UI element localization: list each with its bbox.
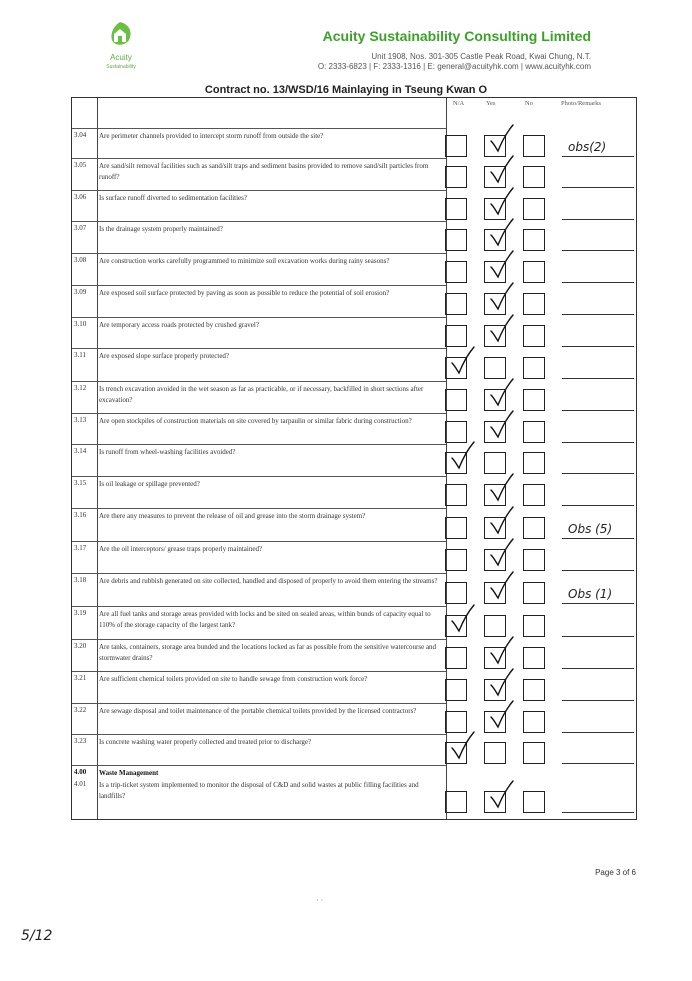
item-number: 3.12 — [74, 384, 87, 392]
checkbox-no[interactable] — [523, 647, 545, 669]
item-number: 3.18 — [74, 576, 87, 584]
checkbox-na[interactable] — [445, 198, 467, 220]
item-number: 3.16 — [74, 511, 87, 519]
item-number: 3.10 — [74, 320, 87, 328]
check-mark-icon — [486, 410, 516, 440]
item-question: Is runoff from wheel-washing facilities avoided? — [99, 448, 236, 456]
remark-line — [562, 700, 634, 701]
remark-line — [562, 378, 634, 379]
checkbox-no[interactable] — [523, 293, 545, 315]
check-mark-icon — [486, 378, 516, 408]
checkbox-no[interactable] — [523, 325, 545, 347]
checkbox-na[interactable] — [445, 421, 467, 443]
check-mark-icon — [486, 636, 516, 666]
item-question: Are the oil interceptors/ grease traps properly maintained? — [99, 545, 263, 553]
remark-line — [562, 505, 634, 506]
remark-line — [562, 812, 634, 813]
checkbox-no[interactable] — [523, 229, 545, 251]
checkbox-na[interactable] — [445, 325, 467, 347]
checkbox-na[interactable] — [445, 293, 467, 315]
col-header-yes: Yes — [486, 100, 496, 107]
check-mark-icon — [486, 668, 516, 698]
item-number: 3.06 — [74, 193, 87, 201]
remark-line — [562, 314, 634, 315]
check-mark-icon — [447, 346, 477, 376]
checkbox-no[interactable] — [523, 679, 545, 701]
stray-mark: · · — [316, 896, 324, 905]
checkbox-na[interactable] — [445, 135, 467, 157]
check-mark-icon — [486, 282, 516, 312]
remark-line — [562, 603, 634, 604]
col-header-remarks: Photo/Remarks — [561, 100, 602, 107]
remark-line — [562, 250, 634, 251]
item-number: 3.07 — [74, 224, 87, 232]
item-question: Are temporary access roads protected by crushed gravel? — [99, 321, 259, 329]
item-question: Is concrete washing water properly collected and treated prior to discharge? — [99, 738, 312, 746]
logo-sub: Sustainability — [106, 64, 136, 70]
item-question: Are exposed slope surface properly protected? — [99, 352, 230, 360]
checklist-row — [72, 778, 446, 820]
checkbox-no[interactable] — [523, 615, 545, 637]
checklist-row — [72, 413, 446, 444]
remark-text: Obs (5) — [568, 522, 613, 536]
company-address — [318, 52, 591, 72]
checkbox-no[interactable] — [523, 742, 545, 764]
remark-line — [562, 668, 634, 669]
remark-text: Obs (1) — [568, 587, 613, 601]
item-question: Is oil leakage or spillage prevented? — [99, 480, 200, 488]
checkbox-na[interactable] — [445, 517, 467, 539]
checkbox-na[interactable] — [445, 166, 467, 188]
remark-line — [562, 763, 634, 764]
checkbox-no[interactable] — [523, 582, 545, 604]
contract-title: Contract no. 13/WSD/16 Mainlaying in Tseung Kwan O — [204, 84, 488, 96]
remark-line — [562, 442, 634, 443]
item-question: Are all fuel tanks and storage areas provided with locks and be sited on sealed areas, within bunds of capacity equal to 110% of the storage capacity of the largest tank? — [99, 610, 431, 629]
item-number: 3.23 — [74, 737, 87, 745]
item-number: 3.11 — [74, 351, 86, 359]
checkbox-no[interactable] — [523, 517, 545, 539]
checkbox-no[interactable] — [523, 791, 545, 813]
remark-line — [562, 282, 634, 283]
checkbox-na[interactable] — [445, 484, 467, 506]
checkbox-yes[interactable] — [484, 615, 506, 637]
check-mark-icon — [447, 604, 477, 634]
checklist-row — [72, 317, 446, 348]
item-number: 3.20 — [74, 642, 87, 650]
check-mark-icon — [486, 780, 516, 810]
checklist-table — [71, 97, 637, 820]
checkbox-no[interactable] — [523, 198, 545, 220]
check-mark-icon — [486, 314, 516, 344]
document-header — [0, 0, 692, 80]
item-question: Are tanks, containers, storage area bunded and the locations locked as far as possible from the sensitive watercourse and stormwater drains? — [99, 643, 437, 662]
check-mark-icon — [486, 155, 516, 185]
item-number: 3.08 — [74, 256, 87, 264]
check-mark-icon — [486, 506, 516, 536]
checkbox-na[interactable] — [445, 791, 467, 813]
checklist-row — [72, 508, 446, 541]
checklist-row — [72, 285, 446, 317]
check-mark-icon — [486, 473, 516, 503]
item-number: 4.01 — [74, 780, 87, 788]
check-mark-icon — [486, 700, 516, 730]
col-header-na: N/A — [453, 100, 465, 107]
checkbox-yes[interactable] — [484, 742, 506, 764]
remark-line — [562, 473, 634, 474]
address-line: Unit 1908, Nos. 301-305 Castle Peak Road, Kwai Chung, N.T. — [371, 52, 591, 61]
leaf-house-icon — [105, 20, 135, 52]
remark-line — [562, 219, 634, 220]
item-question: Are sewage disposal and toilet maintenance of the portable chemical toilets provided by the licensed contractors? — [99, 707, 417, 715]
checkbox-na[interactable] — [445, 229, 467, 251]
checklist-row — [72, 541, 446, 573]
checklist-row — [72, 253, 446, 285]
item-question: Are construction works carefully programmed to minimize soil excavation works during rainy seasons? — [99, 257, 390, 265]
checklist-row — [72, 671, 446, 703]
checklist-row — [72, 348, 446, 381]
contact-line: O: 2333-6823 | F: 2333-1316 | E: general@acuityhk.com | www.acuityhk.com — [317, 62, 591, 71]
company-name: Acuity Sustainability Consulting Limited — [322, 28, 591, 44]
checklist-row — [72, 444, 446, 476]
checkbox-no[interactable] — [523, 711, 545, 733]
remark-line — [562, 156, 634, 157]
checkbox-yes[interactable] — [484, 357, 506, 379]
checklist-row — [72, 573, 446, 606]
item-question: Is a trip-ticket system implemented to monitor the disposal of C&D and solid wastes at public filling facilities and landfills? — [99, 781, 419, 800]
check-mark-icon — [447, 731, 477, 761]
checkbox-no[interactable] — [523, 261, 545, 283]
logo-name: Acuity — [110, 53, 132, 62]
checklist-row — [72, 703, 446, 734]
remark-line — [562, 732, 634, 733]
item-number: 3.15 — [74, 479, 87, 487]
checkbox-no[interactable] — [523, 166, 545, 188]
checkbox-na[interactable] — [445, 389, 467, 411]
checkbox-na[interactable] — [445, 711, 467, 733]
item-question: Are sufficient chemical toilets provided on site to handle sewage from construction work force? — [99, 675, 368, 683]
item-number: 3.13 — [74, 416, 87, 424]
checklist-row — [72, 190, 446, 221]
check-mark-icon — [486, 218, 516, 248]
checkbox-no[interactable] — [523, 484, 545, 506]
remark-line — [562, 570, 634, 571]
item-question: Is surface runoff diverted to sedimentation facilities? — [99, 194, 247, 202]
section-number: 4.00 — [74, 768, 87, 776]
checkbox-na[interactable] — [445, 261, 467, 283]
remark-line — [562, 636, 634, 637]
checkbox-na[interactable] — [445, 679, 467, 701]
item-question: Are exposed soil surface protected by paving as soon as possible to reduce the potential of soil erosion? — [99, 289, 390, 297]
item-question: Are perimeter channels provided to intercept storm runoff from outside the site? — [99, 132, 324, 140]
checkbox-no[interactable] — [523, 421, 545, 443]
check-mark-icon — [486, 187, 516, 217]
check-mark-icon — [486, 571, 516, 601]
remark-line — [562, 187, 634, 188]
item-number: 3.04 — [74, 131, 87, 139]
checklist-row — [72, 128, 446, 158]
item-number: 3.22 — [74, 706, 87, 714]
check-mark-icon — [486, 538, 516, 568]
item-number: 3.19 — [74, 609, 87, 617]
item-number: 3.21 — [74, 674, 87, 682]
checkbox-na[interactable] — [445, 549, 467, 571]
col-header-no: No — [525, 100, 533, 107]
item-question: Are debris and rubbish generated on site collected, handled and disposed of properly to avoid them entering the streams? — [99, 577, 438, 585]
check-mark-icon — [486, 250, 516, 280]
checkbox-na[interactable] — [445, 647, 467, 669]
section-header — [72, 765, 446, 779]
checklist-row — [72, 476, 446, 508]
checkbox-no[interactable] — [523, 135, 545, 157]
item-question: Are there any measures to prevent the release of oil and grease into the storm drainage system? — [99, 512, 366, 520]
item-number: 3.17 — [74, 544, 87, 552]
remark-text: obs(2) — [568, 140, 607, 154]
checklist-row — [72, 221, 446, 253]
checklist-row — [72, 381, 446, 413]
company-logo — [96, 20, 146, 76]
item-number: 3.05 — [74, 161, 87, 169]
handwritten-note: 5/12 — [21, 928, 53, 944]
checkbox-no[interactable] — [523, 549, 545, 571]
checkbox-no[interactable] — [523, 357, 545, 379]
checklist-row — [72, 639, 446, 671]
page-number: Page 3 of 6 — [595, 868, 636, 877]
item-question: Is trench excavation avoided in the wet season as far as practicable, or if necessary, backfilled in short sections after excavation? — [99, 385, 424, 404]
checklist-row — [72, 606, 446, 639]
checkbox-na[interactable] — [445, 582, 467, 604]
section-title: Waste Management — [99, 769, 159, 777]
item-number: 3.14 — [74, 447, 87, 455]
checkbox-no[interactable] — [523, 389, 545, 411]
item-number: 3.09 — [74, 288, 87, 296]
item-question: Are open stockpiles of construction materials on site covered by tarpaulin or similar fabric during construction? — [99, 417, 412, 425]
checklist-row — [72, 158, 446, 190]
item-question: Are sand/silt removal facilities such as sand/silt traps and sediment basins provided to remove sand/silt particles from runoff? — [99, 162, 429, 181]
check-mark-icon — [486, 124, 516, 154]
check-mark-icon — [447, 441, 477, 471]
checkbox-yes[interactable] — [484, 452, 506, 474]
remark-line — [562, 538, 634, 539]
remark-line — [562, 346, 634, 347]
checkbox-no[interactable] — [523, 452, 545, 474]
remark-line — [562, 410, 634, 411]
checklist-row — [72, 734, 446, 765]
item-question: Is the drainage system properly maintained? — [99, 225, 223, 233]
